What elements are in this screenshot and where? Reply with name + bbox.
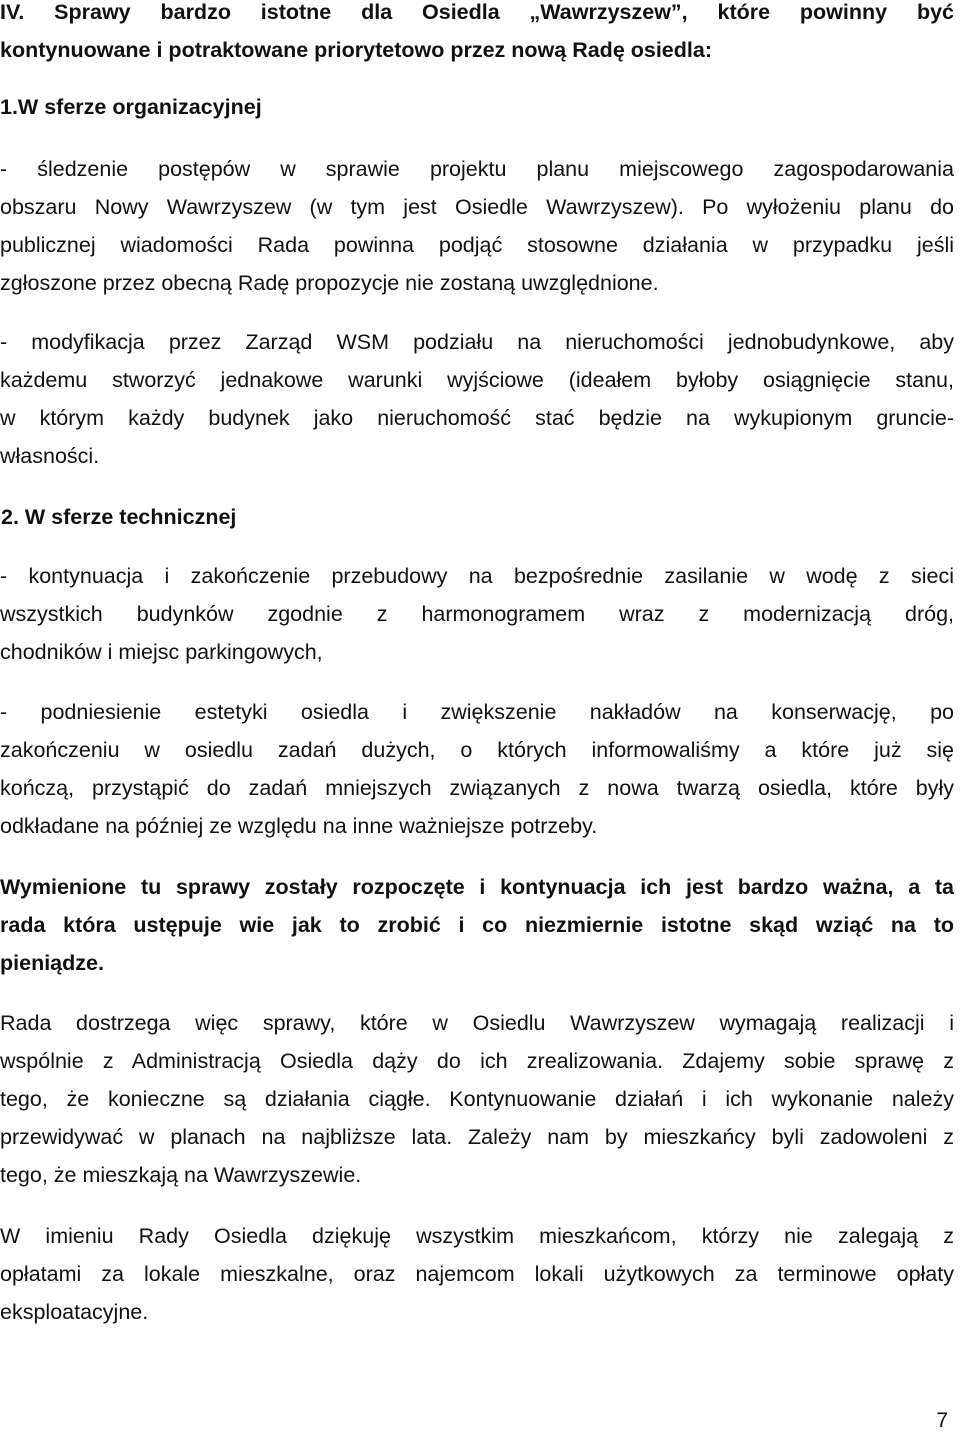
paragraph-line: wspólnie z Administracją Osiedla dąży do ich zrealizowania. Zdajemy sobie sprawę z: [0, 1049, 954, 1073]
paragraph-line: rada która ustępuje wie jak to zrobić i co niezmiernie istotne skąd wziąć na to: [0, 913, 954, 937]
paragraph-line: przewidywać w planach na najbliższe lata. Zależy nam by mieszkańcy byli zadowoleni z: [0, 1125, 954, 1149]
paragraph-emphasis: [0, 868, 954, 982]
paragraph-line: chodników i miejsc parkingowych,: [0, 640, 323, 664]
paragraph-line: pieniądze.: [0, 951, 104, 975]
section-heading: [0, 0, 954, 69]
subsection-heading-text: 1.W sferze organizacyjnej: [0, 95, 262, 119]
subsection-heading-text: 2. W sferze technicznej: [1, 505, 237, 529]
paragraph-council-notes: [0, 1004, 954, 1194]
page-number: 7: [936, 1409, 948, 1432]
paragraph-line: obszaru Nowy Wawrzyszew (w tym jest Osiedle Wawrzyszew). Po wyłożeniu planu do: [0, 195, 954, 219]
paragraph-line: - modyfikacja przez Zarząd WSM podziału na nieruchomości jednobudynkowe, aby: [0, 330, 954, 354]
paragraph-line: - śledzenie postępów w sprawie projektu planu miejscowego zagospodarowania: [0, 157, 954, 181]
paragraph-line: publicznej wiadomości Rada powinna podjąć stosowne działania w przypadku jeśli: [0, 233, 954, 257]
section-heading-line: IV. Sprawy bardzo istotne dla Osiedla „Wawrzyszew”, które powinny być: [0, 0, 954, 24]
paragraph-line: W imieniu Rady Osiedla dziękuję wszystkim mieszkańcom, którzy nie zalegają z: [0, 1224, 954, 1248]
paragraph-line: własności.: [0, 444, 100, 468]
paragraph-aesthetics: [0, 693, 954, 845]
paragraph-line: w którym każdy budynek jako nieruchomość stać będzie na wykupionym gruncie-: [0, 406, 954, 430]
paragraph-line: tego, że mieszkają na Wawrzyszewie.: [0, 1163, 362, 1187]
paragraph-thanks: [0, 1217, 954, 1331]
paragraph-line: zgłoszone przez obecną Radę propozycje nie zostaną uwzględnione.: [0, 271, 659, 295]
paragraph-line: kończą, przystąpić do zadań mniejszych związanych z nowa twarzą osiedla, które były: [0, 776, 954, 800]
subsection-heading-technical: [0, 498, 954, 536]
paragraph-plan-tracking: [0, 150, 954, 302]
paragraph-line: każdemu stworzyć jednakowe warunki wyjściowe (ideałem byłoby osiągnięcie stanu,: [0, 368, 954, 392]
paragraph-line: eksploatacyjne.: [0, 1300, 149, 1324]
paragraph-line: Rada dostrzega więc sprawy, które w Osiedlu Wawrzyszew wymagają realizacji i: [0, 1011, 954, 1035]
paragraph-line: - podniesienie estetyki osiedla i zwiększenie nakładów na konserwację, po: [0, 700, 954, 724]
paragraph-line: - kontynuacja i zakończenie przebudowy na bezpośrednie zasilanie w wodę z sieci: [0, 564, 954, 588]
paragraph-property-division: [0, 323, 954, 475]
paragraph-line: odkładane na później ze względu na inne ważniejsze potrzeby.: [0, 814, 598, 838]
paragraph-line: zakończeniu w osiedlu zadań dużych, o których informowaliśmy a które już się: [0, 738, 954, 762]
paragraph-water-supply: [0, 557, 954, 671]
paragraph-line: opłatami za lokale mieszkalne, oraz najemcom lokali użytkowych za terminowe opłaty: [0, 1262, 954, 1286]
subsection-heading-organizational: [0, 88, 954, 126]
section-heading-line: kontynuowane i potraktowane priorytetowo przez nową Radę osiedla:: [0, 38, 712, 62]
paragraph-line: Wymienione tu sprawy zostały rozpoczęte i kontynuacja ich jest bardzo ważna, a ta: [0, 875, 954, 899]
paragraph-line: wszystkich budynków zgodnie z harmonogramem wraz z modernizacją dróg,: [0, 602, 954, 626]
paragraph-line: tego, że konieczne są działania ciągłe. Kontynuowanie działań i ich wykonanie należy: [0, 1087, 954, 1111]
